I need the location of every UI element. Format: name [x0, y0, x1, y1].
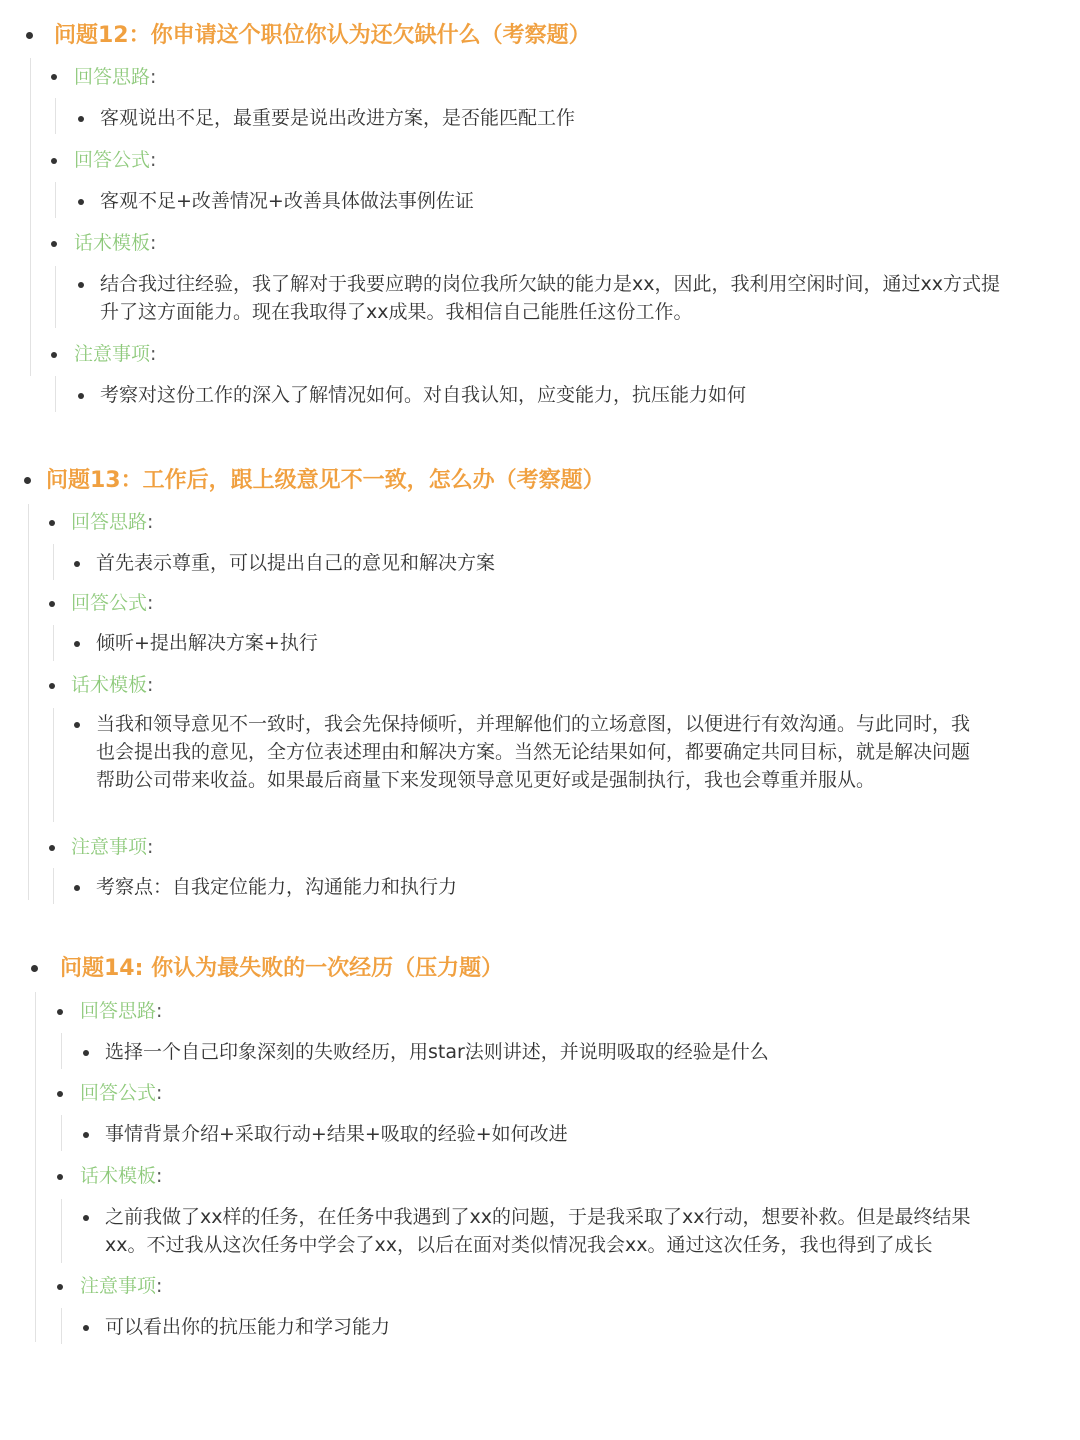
bullet-icon: [57, 1284, 63, 1290]
item-text: 客观不足+改善情况+改善具体做法事例佐证: [100, 190, 474, 212]
section-label-text: 话术模板: [74, 232, 151, 254]
bullet-icon: [74, 722, 80, 728]
indent-guide: [55, 98, 56, 134]
indent-guide: [55, 182, 56, 218]
indent-guide: [53, 868, 54, 904]
section-label: 回答公式:: [74, 149, 157, 171]
section-label-text: 注意事项: [80, 1275, 157, 1297]
item-text: 事情背景介绍+采取行动+结果+吸取的经验+如何改进: [105, 1123, 568, 1145]
section-label-text: 回答公式: [71, 592, 148, 614]
bullet-icon: [51, 158, 57, 164]
bullet-icon: [83, 1215, 89, 1221]
bullet-icon: [49, 520, 55, 526]
item-text: 当我和领导意见不一致时，我会先保持倾听，并理解他们的立场意图，以便进行有效沟通。与此同时，我也会提出我的意见，全方位表述理由和解决方案。当然无论结果如何，都要确定共同目标，就是解决问题帮助公司带来收益。如果最后商量下来发现领导意见更好或是强制执行，我也会尊重并服从。: [96, 713, 971, 791]
bullet-icon: [78, 282, 84, 288]
item-text: 考察点：自我定位能力，沟通能力和执行力: [96, 876, 458, 898]
section-label-text: 注意事项: [71, 836, 148, 858]
bullet-icon: [26, 32, 33, 39]
section-label-text: 回答公式: [80, 1082, 157, 1104]
indent-guide: [61, 1115, 62, 1151]
item-text: 倾听+提出解决方案+执行: [96, 632, 318, 654]
bullet-icon: [51, 74, 57, 80]
indent-guide: [53, 625, 54, 661]
section-label: 回答公式:: [80, 1082, 163, 1104]
section-label: 回答思路:: [80, 1000, 163, 1022]
question-title: 问题12：你申请这个职位你认为还欠缺什么（考察题）: [54, 23, 591, 48]
section-label: 话术模板:: [74, 232, 157, 254]
indent-guide: [55, 376, 56, 412]
section-label: 话术模板:: [80, 1165, 163, 1187]
bullet-icon: [57, 1009, 63, 1015]
bullet-icon: [74, 885, 80, 891]
indent-guide: [35, 992, 36, 1342]
section-label-text: 回答思路: [71, 511, 148, 533]
section-label: 回答思路:: [74, 66, 157, 88]
bullet-icon: [57, 1091, 63, 1097]
item-text: 客观说出不足，最重要是说出改进方案，是否能匹配工作: [100, 107, 576, 129]
indent-guide: [55, 266, 56, 328]
indent-guide: [53, 708, 54, 822]
indent-guide: [61, 1033, 62, 1069]
bullet-icon: [49, 845, 55, 851]
section-label: 回答公式:: [71, 592, 154, 614]
item-text: 可以看出你的抗压能力和学习能力: [105, 1316, 391, 1338]
section-label-text: 回答思路: [74, 66, 151, 88]
bullet-icon: [74, 641, 80, 647]
bullet-icon: [74, 561, 80, 567]
bullet-icon: [83, 1325, 89, 1331]
section-label: 话术模板:: [71, 674, 154, 696]
item-text: 选择一个自己印象深刻的失败经历，用star法则讲述，并说明吸取的经验是什么: [105, 1041, 769, 1063]
bullet-icon: [51, 241, 57, 247]
bullet-icon: [57, 1174, 63, 1180]
indent-guide: [61, 1308, 62, 1344]
section-label-text: 回答思路: [80, 1000, 157, 1022]
bullet-icon: [24, 477, 31, 484]
section-label-text: 注意事项: [74, 343, 151, 365]
item-text: 首先表示尊重，可以提出自己的意见和解决方案: [96, 552, 496, 574]
question-title: 问题14: 你认为最失败的一次经历（压力题）: [60, 956, 504, 981]
bullet-icon: [78, 116, 84, 122]
bullet-icon: [78, 199, 84, 205]
section-label-text: 话术模板: [71, 674, 148, 696]
section-label: 回答思路:: [71, 511, 154, 533]
section-label: 注意事项:: [74, 343, 157, 365]
section-label: 注意事项:: [80, 1275, 163, 1297]
item-text: 结合我过往经验，我了解对于我要应聘的岗位我所欠缺的能力是xx，因此，我利用空闲时间，通过xx方式提升了这方面能力。现在我取得了xx成果。我相信自己能胜任这份工作。: [100, 273, 1000, 323]
item-text: 之前我做了xx样的任务，在任务中我遇到了xx的问题，于是我采取了xx行动，想要补救。但是最终结果xx。不过我从这次任务中学会了xx，以后在面对类似情况我会xx。通过这次任务，我也得到了成长: [105, 1206, 971, 1256]
section-label-text: 回答公式: [74, 149, 151, 171]
bullet-icon: [83, 1132, 89, 1138]
bullet-icon: [83, 1050, 89, 1056]
question-title: 问题13：工作后，跟上级意见不一致，怎么办（考察题）: [46, 468, 605, 493]
indent-guide: [28, 504, 29, 900]
bullet-icon: [51, 352, 57, 358]
section-label-text: 话术模板: [80, 1165, 157, 1187]
bullet-icon: [31, 965, 38, 972]
section-label: 注意事项:: [71, 836, 154, 858]
item-text: 考察对这份工作的深入了解情况如何。对自我认知，应变能力，抗压能力如何: [100, 384, 747, 406]
bullet-icon: [49, 601, 55, 607]
bullet-icon: [78, 393, 84, 399]
indent-guide: [53, 544, 54, 580]
indent-guide: [30, 58, 31, 376]
indent-guide: [61, 1199, 62, 1263]
bullet-icon: [49, 683, 55, 689]
